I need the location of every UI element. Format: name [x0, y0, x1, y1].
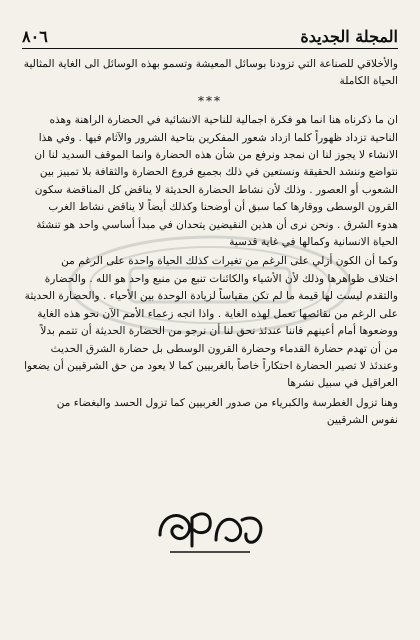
text-line: العراقيل في سبيل نشرها	[287, 377, 398, 390]
page-header	[22, 24, 398, 46]
text-line: الشعوب أو العصور . وذلك لأن نشاط الحضارة الحديثة لا يناقض كل المناقضة سكون	[34, 183, 398, 196]
text-line: من أن تهدم حضارة القدماء وحضارة القرون الوسطى بل حضارة الشرق الحديث	[50, 342, 398, 355]
paragraph	[22, 253, 398, 392]
text-line: والأخلاقي للصناعة التي تزودنا بوسائل المعيشة وتسمو بهذه الوسائل الى الغاية المثالية	[23, 58, 398, 70]
header-rule	[22, 48, 398, 49]
text-line: هدوء الشرق . ونحن نرى أن هذين النقيضين يتحدان في مبدأ أساسي واحد هو تنشئة	[36, 218, 398, 231]
text-line: وهنا تزول الغطرسة والكبرياء من صدور الغربيين كما تزول الحسد والبغضاء من	[56, 396, 398, 409]
text-line: نتواضع وننشد الحقيقة ونستعين في ذلك بجميع فروع الحضارة والثقافة بلا تمييز بين	[39, 166, 398, 179]
text-line: وكما أن الكون أزلي على الرغم من تغيرات كذلك الحياة واحدة على الرغم من	[61, 255, 398, 268]
text-line: الحياة الكاملة	[339, 75, 398, 88]
text-line: وعندئذ لا تصير الحضارة احتكاراً خاصاً بالغربيين كما لا يعود من حق الشرقيين أن يضعوا	[24, 359, 398, 372]
text-line: ان ما ذكرناه هنا انما هو فكرة اجمالية للناحية الانشائية في الحضارة الراهنة وهذه	[49, 114, 398, 127]
text-line: والتقدم ليست لها قيمة ما لم تكن مقياساً لزيادة الوحدة بين الأحياء . والحضارة الحديثة	[24, 290, 398, 303]
text-line: الانشاء لا يجوز لنا ان نمجد ونرفع من شأن هذه الحضارة وانما الموقف السديد لنا ان	[34, 149, 398, 162]
text-line: اختلاف ظواهرها وذلك لأن الأشياء والكائنات تنبع من منبع واحد هو الله . والحضارة	[44, 272, 398, 285]
paragraph	[22, 395, 398, 430]
text-line: القرون الوسطى ووقارها كما سبق أن أوضحنا وكذلك أيضاً لا يناقض نشاط الغرب	[48, 201, 398, 214]
text-line: ووضعوها أمام أعينهم فاننا عندئذ نحق لنا أن نرجو من الحضارة الحديثة أن تتمم بدلاً	[40, 325, 398, 338]
text-line: على الرغم من نقائصها تعمل لهذه الغاية . واذا اتجه زعماء الأمم الآن نحو هذه الغاية	[37, 307, 398, 320]
paragraph	[22, 112, 398, 251]
article-body	[22, 56, 398, 430]
page-number: ٨٠٦	[22, 27, 48, 46]
text-line: نفوس الشرقيين	[326, 414, 398, 427]
journal-title: المجلة الجديدة	[300, 27, 398, 46]
text-line: الناحية تزداد ظهوراً كلما ازداد شعور المفكرين بتاحية الشرور والآثام فيها . وفي هذا	[38, 131, 398, 144]
section-separator: ***	[198, 93, 222, 108]
text-line: الحياة الانسانية وكمالها في غاية قدسية	[229, 236, 398, 249]
closing-ornament	[150, 500, 270, 560]
paragraph	[22, 56, 398, 91]
